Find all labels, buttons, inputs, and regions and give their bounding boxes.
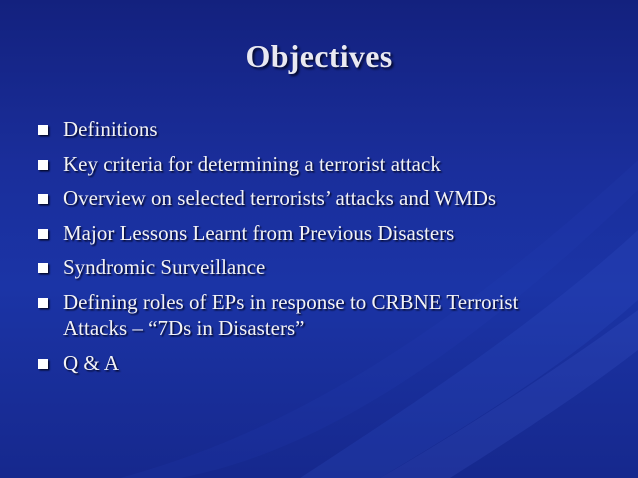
bullet-item (38, 220, 618, 247)
square-bullet-icon (38, 160, 48, 170)
bullet-text: Key criteria for determining a terrorist attack (63, 151, 441, 176)
bullet-text: Major Lessons Learnt from Previous Disasters (63, 220, 455, 245)
bullet-item (38, 254, 618, 281)
square-bullet-icon (38, 263, 48, 273)
bullet-text-line-2: Attacks – “7Ds in Disasters” (63, 316, 305, 340)
square-bullet-icon (38, 194, 48, 204)
bullet-text: Overview on selected terrorists’ attacks and WMDs (63, 186, 497, 210)
square-bullet-icon (38, 125, 48, 135)
bullet-item (38, 350, 618, 377)
bullet-list (38, 116, 618, 384)
square-bullet-icon (38, 229, 48, 239)
bullet-text-line-1: Defining roles of EPs in response to CRBNE Terrorist (63, 289, 519, 314)
bullet-item (38, 289, 618, 342)
bullet-item (38, 151, 618, 178)
bullet-item (38, 185, 618, 212)
bullet-text: Syndromic Surveillance (63, 255, 266, 279)
bullet-item (38, 116, 618, 143)
slide-title: Objectives (245, 38, 393, 74)
bullet-text: Definitions (63, 117, 158, 141)
bullet-text: Q & A (63, 350, 120, 375)
square-bullet-icon (38, 298, 48, 308)
square-bullet-icon (38, 359, 48, 369)
